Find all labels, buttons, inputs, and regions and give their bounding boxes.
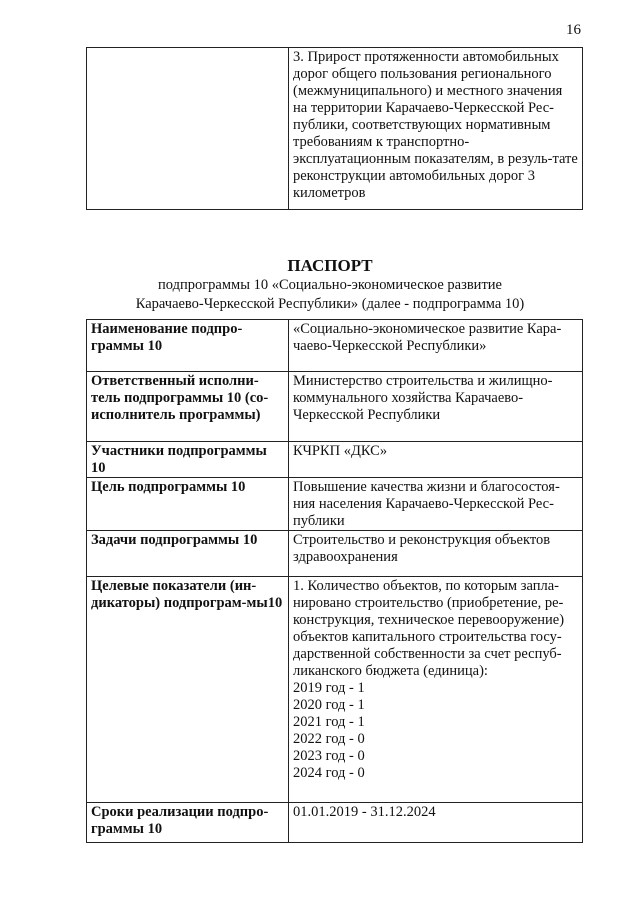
row-value-tasks: Строительство и реконструкция объектов здравоохранения xyxy=(289,531,583,577)
passport-table xyxy=(86,319,583,843)
table-row xyxy=(87,48,583,210)
row-label-timeline: Сроки реализации подпро-граммы 10 xyxy=(87,803,289,843)
table-row xyxy=(87,577,583,803)
passport-title: ПАСПОРТ xyxy=(287,256,373,275)
targets-text: 1. Количество объектов, по которым запла-нировано строительство (приобретение, ре-конструкция, техническое перевооружение) объектов капитального строительства госу-дарственной собственности за счет респуб-ликанского бюджета (единица): xyxy=(293,578,565,679)
row-label-tasks: Задачи подпрограммы 10 xyxy=(87,531,289,577)
table-row xyxy=(87,531,583,577)
continued-indicators-table xyxy=(86,47,583,210)
table-row xyxy=(87,478,583,531)
empty-cell xyxy=(87,48,289,210)
target-year-2020: 2020 год - 1 xyxy=(293,697,365,713)
passport-subtitle-line-1: подпрограммы 10 «Социально-экономическое развитие xyxy=(158,277,502,293)
row-label-targets: Целевые показатели (ин-дикаторы) подпрограм-мы10 xyxy=(87,577,289,803)
row-value-timeline: 01.01.2019 - 31.12.2024 xyxy=(289,803,583,843)
row-value-participants: КЧРКП «ДКС» xyxy=(289,442,583,478)
row-value-targets xyxy=(289,577,583,803)
table-row xyxy=(87,372,583,442)
target-year-2023: 2023 год - 0 xyxy=(293,748,365,764)
passport-subtitle-line-2: Карачаево-Черкесской Республики» (далее - подпрограмма 10) xyxy=(135,296,525,312)
row-label-participants: Участники подпрограммы 10 xyxy=(87,442,289,478)
table-row xyxy=(87,320,583,372)
row-label-responsible: Ответственный исполни-тель подпрограммы 10 (со-исполнитель программы) xyxy=(87,372,289,442)
row-label-name: Наименование подпро-граммы 10 xyxy=(87,320,289,372)
indicator-3-text: 3. Прирост протяженности автомобильных дорог общего пользования регионального (межмуниципального) и местного значения на территории Карачаево-Черкесской Рес-публики, соответствующих нормативным требованиям к транспортно-эксплуатационным показателям, в резуль-тате реконструкции автомобильных дорог 3 километров xyxy=(289,48,583,210)
table-row xyxy=(87,442,583,478)
target-year-2024: 2024 год - 0 xyxy=(293,765,365,781)
row-value-goal: Повышение качества жизни и благосостоя-ния населения Карачаево-Черкесской Рес-публики xyxy=(289,478,583,531)
passport-heading xyxy=(80,256,580,314)
table-row xyxy=(87,803,583,843)
row-value-responsible: Министерство строительства и жилищно-коммунального хозяйства Карачаево-Черкесской Республики xyxy=(289,372,583,442)
target-year-2019: 2019 год - 1 xyxy=(293,680,365,696)
target-year-2022: 2022 год - 0 xyxy=(293,731,365,747)
target-year-2021: 2021 год - 1 xyxy=(293,714,365,730)
row-label-goal: Цель подпрограммы 10 xyxy=(87,478,289,531)
page-number: 16 xyxy=(566,22,581,38)
row-value-name: «Социально-экономическое развитие Кара-чаево-Черкесской Республики» xyxy=(289,320,583,372)
